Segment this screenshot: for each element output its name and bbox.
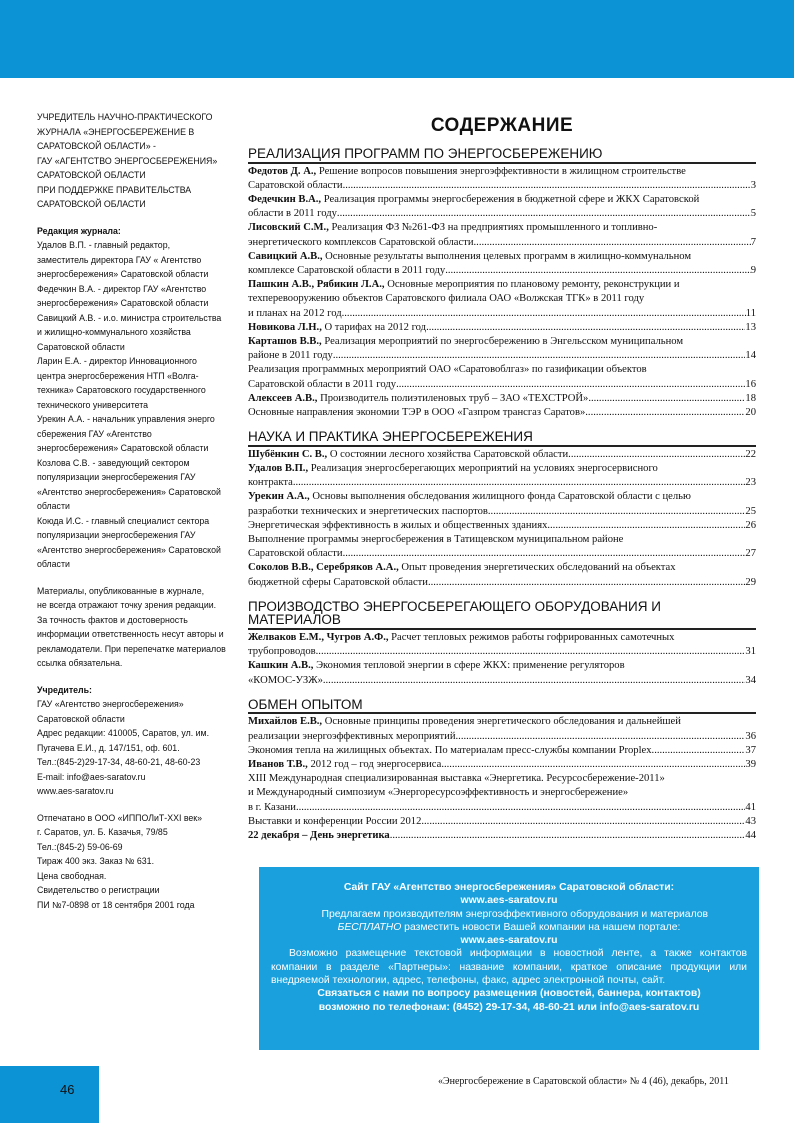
- entry-title-line: Реализация ФЗ №261-ФЗ на предприятиях промышленного и топливно-: [331, 222, 658, 234]
- promo-offer-free: БЕСПЛАТНО: [337, 921, 402, 933]
- disclaimer-notice: [37, 584, 252, 671]
- editorial-line: популяризации энергосбережения ГАУ: [37, 530, 196, 540]
- entry-title-text: Основные направления экономии ТЭР в ООО «Газпром трансгаз Саратов»: [248, 407, 586, 419]
- entry-page: 37: [745, 744, 756, 756]
- notice-line: ссылка обязательна.: [37, 658, 123, 668]
- entry-title-end: [248, 829, 390, 843]
- editorial-list: [37, 238, 252, 572]
- editorial-line: популяризации энергосбережения ГАУ: [37, 472, 196, 482]
- entry-last-line: [248, 448, 756, 462]
- promo-offer-b: разместить новости Вашей компании на нашем портале:: [401, 921, 681, 933]
- entry-title-text: области в 2011 году: [248, 208, 337, 220]
- entry-page: 3: [750, 179, 756, 191]
- org-line: САРАТОВСКОЙ ОБЛАСТИ: [37, 199, 146, 209]
- entry-line: [248, 631, 756, 645]
- leader-dots: [652, 744, 746, 758]
- leader-dots: [568, 448, 745, 462]
- toc-entry[interactable]: [248, 165, 756, 193]
- entry-page: 31: [745, 646, 756, 658]
- entry-page: 44: [745, 830, 756, 842]
- toc-entry[interactable]: [248, 250, 756, 278]
- toc-section: [248, 698, 756, 843]
- entry-author: Алексеев А.В.,: [248, 392, 318, 404]
- promo-paragraph: Возможно размещение текстовой информации в новостной ленте, а также контактов компании в разделе «Партнеры»: название компании, краткое описание продукции или внедряемой технологии, адрес, телефоны, факс, адрес электронной почты, сайт.: [271, 948, 747, 987]
- promo-box: [259, 867, 759, 1050]
- entry-title-text: Производитель полиэтиленовых труб – ЗАО «ТЕХСТРОЙ»: [320, 392, 589, 404]
- editorial-line: Федечкин В.А. - директор ГАУ «Агентство: [37, 283, 207, 294]
- founder-line: E-mail: info@aes-saratov.ru: [37, 771, 146, 782]
- entry-title-line: Экономия тепловой энергии в сфере ЖКХ: применение регуляторов: [316, 660, 625, 672]
- notice-line: За точность фактов и достоверность: [37, 614, 188, 625]
- entry-title-line: Основные результаты выполнения целевых программ в жилищно-коммунальном: [325, 250, 692, 262]
- entry-last-line: [248, 758, 756, 772]
- toc-section: [248, 147, 756, 420]
- entry-title-end: [248, 264, 445, 278]
- entry-title-line: техперевооружению объектов Саратовского филиала ОАО «Волжская ТГК» в 2011 году: [248, 293, 645, 305]
- editorial-heading: Редакция журнала:: [37, 225, 121, 236]
- entry-page: 43: [745, 815, 756, 827]
- entry-page: 18: [745, 392, 756, 404]
- entry-page: 29: [745, 576, 756, 588]
- entry-last-line: [248, 207, 756, 221]
- promo-site-line: Сайт ГАУ «Агентство энергосбережения» Саратовской области:: [343, 882, 675, 893]
- entry-title-end: [248, 476, 293, 490]
- entry-title-text: бюджетной сферы Саратовской области: [248, 576, 428, 588]
- toc-entry[interactable]: [248, 631, 756, 659]
- entry-last-line: [248, 730, 756, 744]
- entry-author: Новикова Л.Н.,: [248, 321, 322, 333]
- editorial-line: технического университета: [37, 399, 149, 410]
- print-info: [37, 811, 252, 913]
- entry-author: Пашкин А.В., Рябикин Л.А.,: [248, 279, 385, 291]
- entry-title-line: Основы выполнения обследования жилищного фонда Саратовской области с целью: [312, 491, 691, 503]
- leader-dots: [333, 349, 746, 363]
- entry-title-end: [248, 576, 428, 590]
- leader-dots: [390, 829, 746, 843]
- entry-page: 41: [745, 801, 756, 813]
- entry-title-line: Реализация мероприятий по энергосбережению в Энгельсском муниципальном: [324, 336, 684, 348]
- leader-dots: [343, 179, 751, 193]
- entry-page: 20: [745, 407, 756, 419]
- editorial-line: Удалов В.П. - главный редактор,: [37, 240, 171, 250]
- leader-dots: [474, 236, 751, 250]
- editorial-line: энергосбережения» Саратовской области: [37, 269, 209, 279]
- journal-footer: «Энергосбережение в Саратовской области» № 4 (46), декабрь, 2011: [438, 1076, 729, 1087]
- entry-title-end: [248, 730, 456, 744]
- entry-author: Удалов В.П.,: [248, 463, 309, 475]
- entry-last-line: [248, 321, 756, 335]
- leader-dots: [456, 730, 746, 744]
- toc-entry[interactable]: [248, 406, 756, 420]
- section-heading: ОБМЕН ОПЫТОМ: [248, 698, 756, 715]
- entry-title-end: [248, 179, 343, 193]
- notice-line: рекламодатели. При перепечатке материалов: [37, 643, 226, 654]
- toc-entry[interactable]: [248, 744, 756, 758]
- toc-entry[interactable]: [248, 715, 756, 743]
- entry-title-end: [248, 674, 323, 688]
- founder-line: Адрес редакции: 410005, Саратов, ул. им.: [37, 728, 210, 738]
- entry-title-end: [248, 236, 474, 250]
- entry-line: [248, 490, 756, 504]
- entry-title-text: Экономия тепла на жилищных объектах. По материалам пресс-службы компании Proplex: [248, 744, 652, 756]
- leader-dots: [293, 476, 746, 490]
- entry-title-end: [248, 392, 588, 406]
- entry-line: [248, 278, 756, 292]
- entry-line: [248, 193, 756, 207]
- toc-entry[interactable]: [248, 561, 756, 589]
- toc-section: [248, 600, 756, 688]
- entry-title-text: комплексе Саратовской области в 2011 году: [248, 265, 446, 277]
- entry-title-text: О состоянии лесного хозяйства Саратовской области: [329, 448, 569, 460]
- print-line: Свидетельство о регистрации: [37, 885, 160, 895]
- entry-last-line: [248, 576, 756, 590]
- entry-page: 26: [745, 519, 756, 531]
- entry-line: [248, 221, 756, 235]
- entry-line: [248, 292, 756, 306]
- toc-entry[interactable]: [248, 221, 756, 249]
- toc-entry[interactable]: [248, 659, 756, 687]
- toc-entry[interactable]: [248, 462, 756, 490]
- entry-title-text: Саратовской области в 2011 году: [248, 378, 397, 390]
- toc-entry[interactable]: [248, 829, 756, 843]
- entry-page: 23: [745, 477, 756, 489]
- toc-entry[interactable]: [248, 448, 756, 462]
- entry-title-end: [248, 744, 652, 758]
- toc-entry[interactable]: [248, 772, 756, 815]
- entry-author: Федечкин В.А.,: [248, 194, 322, 205]
- entry-author: Желваков Е.М., Чугров А.Ф.,: [248, 632, 389, 644]
- entry-line: [248, 462, 756, 476]
- leader-dots: [342, 307, 746, 321]
- masthead-column: [37, 110, 252, 912]
- entry-last-line: [248, 547, 756, 561]
- entry-last-line: [248, 406, 756, 420]
- founder-line: Тел.:(845-2)29-17-34, 48-60-21, 48-60-23: [37, 757, 201, 767]
- entry-last-line: [248, 829, 756, 843]
- entry-title-end: [248, 378, 396, 392]
- entry-title-text: разработки технических и энергетических паспортов: [248, 505, 488, 517]
- entry-title-text: Выставки и конференции России 2012: [248, 815, 422, 827]
- entry-last-line: [248, 801, 756, 815]
- entry-title-line: Опыт проведения энергетических обследований на объектах: [401, 562, 676, 574]
- table-of-contents: [248, 147, 756, 843]
- leader-dots: [316, 645, 746, 659]
- top-banner: [0, 0, 794, 78]
- entry-line: [248, 533, 756, 547]
- leader-dots: [588, 392, 745, 406]
- editorial-line: области: [37, 501, 70, 511]
- editorial-line: и жилищно-коммунального хозяйства: [37, 327, 191, 337]
- toc-entry[interactable]: [248, 363, 756, 391]
- entry-title-end: [248, 645, 316, 659]
- entry-title-text: и планах на 2012 год: [248, 307, 342, 319]
- print-line: Тираж 400 экз. Заказ № 631.: [37, 856, 155, 866]
- entry-line: [248, 561, 756, 575]
- entry-title-end: [248, 801, 296, 815]
- founder-heading: Учредитель:: [37, 684, 92, 695]
- entry-line: [248, 715, 756, 729]
- promo-url-2[interactable]: www.aes-saratov.ru: [460, 935, 558, 947]
- editorial-line: «Агентство энергосбережения» Саратовской: [37, 486, 221, 497]
- editorial-line: центра энергосбережения НТП «Волга-: [37, 370, 199, 381]
- entry-line: [248, 250, 756, 264]
- promo-contact-1: Связаться с нами по вопросу размещения (новостей, баннера, контактов): [317, 988, 701, 1000]
- editorial-line: заместитель директора ГАУ « Агентство: [37, 254, 202, 265]
- entry-title-line: Основные принципы проведения энергетического обследования и дальнейшей: [324, 716, 681, 728]
- toc-entry[interactable]: [248, 815, 756, 829]
- entry-author: Карташов В.В.,: [248, 336, 322, 348]
- entry-author: Шубёнкин С. В.,: [248, 448, 328, 460]
- editorial-line: Ларин Е.А. - директор Инновационного: [37, 356, 197, 366]
- promo-offer-a: Предлагаем производителям энергоэффективного оборудования и материалов: [321, 908, 709, 920]
- toc-entry[interactable]: [248, 519, 756, 533]
- page-number: 46: [60, 1082, 75, 1097]
- entry-title-line: и Международный симпозиум «Энергоресурсоэффективность и энергосбережение»: [248, 787, 629, 799]
- entry-title-text: реализации энергоэффективных мероприятий: [248, 730, 456, 742]
- page-number-tab: [0, 1066, 99, 1123]
- entry-title-text: Саратовской области: [248, 548, 343, 560]
- print-line: Цена свободная.: [37, 870, 107, 881]
- section-heading: ПРОИЗВОДСТВО ЭНЕРГОСБЕРЕГАЮЩЕГО ОБОРУДОВАНИЯ И МАТЕРИАЛОВ: [248, 600, 756, 630]
- entry-title-line: Реализация программы энергосбережения в бюджетной сфере и ЖКХ Саратовской: [323, 194, 700, 205]
- entry-author: Федотов Д. А.,: [248, 165, 317, 177]
- entry-title-text: 2012 год – год энергосервиса: [310, 759, 442, 771]
- entry-title-text: О тарифах на 2012 год: [324, 321, 427, 333]
- entry-last-line: [248, 307, 756, 321]
- toc-entry[interactable]: [248, 392, 756, 406]
- entry-last-line: [248, 236, 756, 250]
- notice-line: не всегда отражают точку зрения редакции.: [37, 600, 217, 610]
- founder-org-block: [37, 110, 252, 212]
- entry-title-end: [248, 349, 333, 363]
- entry-last-line: [248, 645, 756, 659]
- entry-line: [248, 335, 756, 349]
- leader-dots: [441, 758, 745, 772]
- org-line: ПРИ ПОДДЕРЖКЕ ПРАВИТЕЛЬСТВА: [37, 184, 192, 195]
- promo-contact-2: возможно по телефонам: (8452) 29-17-34, 48-60-21 или info@aes-saratov.ru: [318, 1001, 700, 1013]
- notice-line: Материалы, опубликованные в журнале,: [37, 585, 205, 596]
- editorial-line: «Агентство энергосбережения» Саратовской: [37, 544, 221, 555]
- entry-title-text: энергетического комплексов Саратовской области: [248, 236, 474, 248]
- entry-last-line: [248, 674, 756, 688]
- editorial-line: техника» Саратовского государственного: [37, 385, 206, 395]
- entry-line: [248, 659, 756, 673]
- toc-entry[interactable]: [248, 193, 756, 221]
- entry-page: 34: [745, 674, 756, 686]
- org-line: УЧРЕДИТЕЛЬ НАУЧНО-ПРАКТИЧЕСКОГО: [37, 112, 213, 122]
- entry-line: [248, 786, 756, 800]
- entry-last-line: [248, 815, 756, 829]
- entry-title-line: Решение вопросов повышения энергоэффективности в жилищном строительстве: [318, 165, 686, 177]
- entry-title-end: [248, 519, 547, 533]
- notice-line: информации ответственность несут авторы и: [37, 629, 224, 639]
- entry-last-line: [248, 505, 756, 519]
- entry-page: 27: [745, 548, 756, 560]
- leader-dots: [585, 406, 745, 420]
- founder-line: Пугачева Е.И., д. 147/151, оф. 601.: [37, 742, 180, 753]
- editorial-line: энергосбережения» Саратовской области: [37, 298, 209, 308]
- entry-page: 25: [745, 505, 756, 517]
- print-line: Отпечатано в ООО «ИППОЛиТ-XXI век»: [37, 812, 203, 823]
- entry-title-line: Выполнение программы энергосбережения в Татищевском муниципальном районе: [248, 534, 624, 546]
- entry-last-line: [248, 519, 756, 533]
- entry-title-line: Основные мероприятия по плановому ремонту, реконструкции и: [387, 279, 680, 291]
- entry-last-line: [248, 349, 756, 363]
- toc-section: [248, 430, 756, 590]
- entry-title-end: [248, 321, 426, 335]
- entry-title-end: [248, 815, 421, 829]
- toc-entry[interactable]: [248, 490, 756, 518]
- entry-last-line: [248, 179, 756, 193]
- entry-title-end: [248, 505, 488, 519]
- contents-title: СОДЕРЖАНИЕ: [430, 115, 574, 136]
- entry-page: 5: [750, 208, 756, 220]
- entry-page: 11: [745, 307, 756, 319]
- entry-title-end: [248, 307, 342, 321]
- entry-title-line: XIII Международная специализированная выставка «Энергетика. Ресурсосбережение-2011»: [248, 773, 665, 785]
- leader-dots: [396, 378, 745, 392]
- leader-dots: [428, 576, 745, 590]
- org-line: САРАТОВСКОЙ ОБЛАСТИ» -: [37, 141, 156, 151]
- toc-entry[interactable]: [248, 278, 756, 321]
- entry-page: 9: [750, 265, 756, 277]
- entry-title-text: в г. Казани: [248, 801, 296, 813]
- entry-title-line: Расчет тепловых режимов работы гофрированных самотечных: [391, 632, 675, 644]
- entry-title-end: [248, 207, 337, 221]
- entry-title-text: трубопроводов: [248, 646, 316, 658]
- entry-last-line: [248, 476, 756, 490]
- founder-contacts: [37, 697, 252, 799]
- entry-page: 7: [750, 236, 756, 248]
- entry-line: [248, 363, 756, 377]
- leader-dots: [445, 264, 751, 278]
- entry-title-end: [248, 406, 585, 420]
- entry-author: Иванов Т.В.,: [248, 759, 308, 771]
- editorial-line: Урекин А.А. - начальник управления энерго: [37, 414, 215, 424]
- entry-page: 39: [745, 759, 756, 771]
- editorial-line: области: [37, 559, 70, 569]
- entry-page: 16: [745, 378, 756, 390]
- founder-line: Саратовской области: [37, 713, 125, 724]
- section-heading: РЕАЛИЗАЦИЯ ПРОГРАММ ПО ЭНЕРГОСБЕРЕЖЕНИЮ: [248, 147, 756, 164]
- founder-line: www.aes-saratov.ru: [37, 786, 114, 796]
- entry-author: Кашкин А.В.,: [248, 660, 314, 672]
- leader-dots: [296, 801, 745, 815]
- leader-dots: [547, 519, 745, 533]
- section-heading: НАУКА И ПРАКТИКА ЭНЕРГОСБЕРЕЖЕНИЯ: [248, 430, 756, 447]
- founder-line: ГАУ «Агентство энергосбережения»: [37, 699, 184, 709]
- print-line: г. Саратов, ул. Б. Казачья, 79/85: [37, 827, 168, 837]
- entry-line: [248, 165, 756, 179]
- leader-dots: [323, 674, 746, 688]
- entry-author: Савицкий А.В.,: [248, 250, 323, 262]
- entry-author: Михайлов Е.В.,: [248, 716, 323, 728]
- leader-dots: [343, 547, 746, 561]
- entry-last-line: [248, 744, 756, 758]
- org-line: ЖУРНАЛА «ЭНЕРГОСБЕРЕЖЕНИЕ В: [37, 126, 195, 137]
- org-line: ГАУ «АГЕНТСТВО ЭНЕРГОСБЕРЕЖЕНИЯ»: [37, 155, 218, 166]
- entry-title-line: Реализация энергосберегающих мероприятий на условиях энергосервисного: [310, 463, 658, 475]
- entry-title-text: районе в 2011 году: [248, 350, 333, 362]
- entry-page: 13: [745, 321, 756, 333]
- promo-offer: [271, 908, 747, 935]
- entry-last-line: [248, 264, 756, 278]
- entry-author: Урекин А.А.,: [248, 491, 310, 503]
- entry-page: 22: [745, 448, 756, 460]
- leader-dots: [421, 815, 745, 829]
- entry-last-line: [248, 378, 756, 392]
- editorial-line: энергосбережения» Саратовской области: [37, 443, 209, 453]
- editorial-line: Савицкий А.В. - и.о. министра строительства: [37, 312, 222, 323]
- entry-title-text: контракта: [248, 477, 293, 489]
- entry-author: 22 декабря – День энергетика: [248, 830, 390, 842]
- editorial-line: Саратовской области: [37, 341, 125, 352]
- editorial-line: сбережения ГАУ «Агентство: [37, 428, 152, 439]
- toc-entry[interactable]: [248, 758, 756, 772]
- leader-dots: [337, 207, 751, 221]
- entry-author: Соколов В.В., Серебряков А.А.,: [248, 562, 399, 574]
- toc-entry[interactable]: [248, 533, 756, 561]
- entry-page: 14: [745, 350, 756, 362]
- print-line: Тел.:(845-2) 59-06-69: [37, 841, 123, 852]
- editorial-line: Козлова С.В. - заведующий сектором: [37, 457, 190, 468]
- entry-title-end: [248, 547, 343, 561]
- entry-title-text: «КОМОС-УЗЖ»: [248, 674, 323, 686]
- entry-title-line: Реализация программных мероприятий ОАО «Саратовоблгаз» по газификации объектов: [248, 364, 647, 376]
- entry-title-end: [248, 448, 568, 462]
- leader-dots: [488, 505, 746, 519]
- org-line: САРАТОВСКОЙ ОБЛАСТИ: [37, 170, 146, 180]
- leader-dots: [426, 321, 745, 335]
- editorial-line: Коюда И.С. - главный специалист сектора: [37, 515, 210, 526]
- promo-url-1[interactable]: www.aes-saratov.ru: [460, 895, 558, 907]
- entry-author: Лисовский С.М.,: [248, 222, 329, 234]
- entry-last-line: [248, 392, 756, 406]
- print-line: ПИ №7-0898 от 18 сентября 2001 года: [37, 899, 195, 910]
- entry-page: 36: [745, 730, 756, 742]
- toc-entry[interactable]: [248, 321, 756, 335]
- entry-title-text: Энергетическая эффективность в жилых и общественных зданиях: [248, 519, 548, 531]
- entry-line: [248, 772, 756, 786]
- entry-title-text: Саратовской области: [248, 179, 343, 191]
- entry-title-end: [248, 758, 441, 772]
- toc-entry[interactable]: [248, 335, 756, 363]
